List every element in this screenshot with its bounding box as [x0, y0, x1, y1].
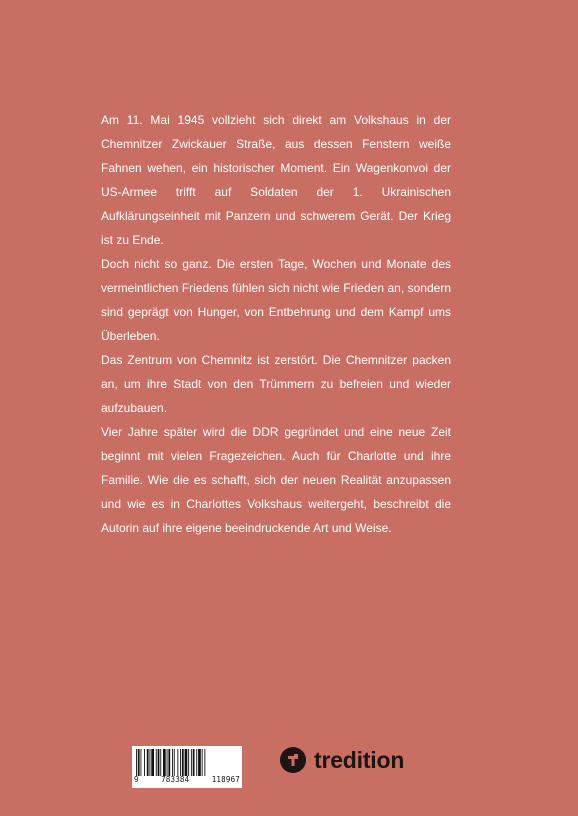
tredition-logo-icon	[280, 747, 306, 773]
publisher-logo	[280, 746, 404, 774]
blurb-paragraph-2: Doch nicht so ganz. Die ersten Tage, Wochen und Monate des vermeintlichen Friedens fühlen sich nicht wie Frieden an, sondern sind geprägt von Hunger, von Entbehrung und dem Kampf ums Überleben.	[101, 257, 451, 343]
isbn-barcode	[132, 746, 242, 788]
barcode-digits	[134, 775, 240, 784]
blurb-paragraph-1: Am 11. Mai 1945 vollzieht sich direkt am Volkshaus in der Chemnitzer Zwickauer Straße, aus dessen Fenstern weiße Fahnen wehen, ein historischer Moment. Ein Wagenkonvoi der US-Armee trifft auf Soldaten der 1. Ukrainischen Aufklärungseinheit mit Panzern und schwerem Gerät. Der Krieg ist zu Ende.	[101, 113, 451, 247]
barcode-bars	[136, 749, 238, 776]
blurb-paragraph-3: Das Zentrum von Chemnitz ist zerstört. Die Chemnitzer packen an, um ihre Stadt von den Trümmern zu befreien und wieder aufzubauen.	[101, 353, 451, 415]
tredition-logo-glyph	[285, 752, 301, 768]
barcode-digit-first: 9	[134, 775, 139, 784]
publisher-name: tredition	[314, 747, 405, 773]
barcode-digit-group-left: 783384	[161, 775, 190, 784]
blurb-paragraph-4: Vier Jahre später wird die DDR gegründet und eine neue Zeit beginnt mit vielen Fragezeichen. Auch für Charlotte und ihre Familie. Wie die es schafft, sich der neuen Realität anzupassen und wie es in Charlottes Volkshaus weitergeht, beschreibt die Autorin auf ihre eigene beeindruckende Art und Weise.	[101, 425, 451, 535]
barcode-digit-group-right: 118967	[211, 775, 240, 784]
back-cover-blurb	[101, 108, 451, 540]
